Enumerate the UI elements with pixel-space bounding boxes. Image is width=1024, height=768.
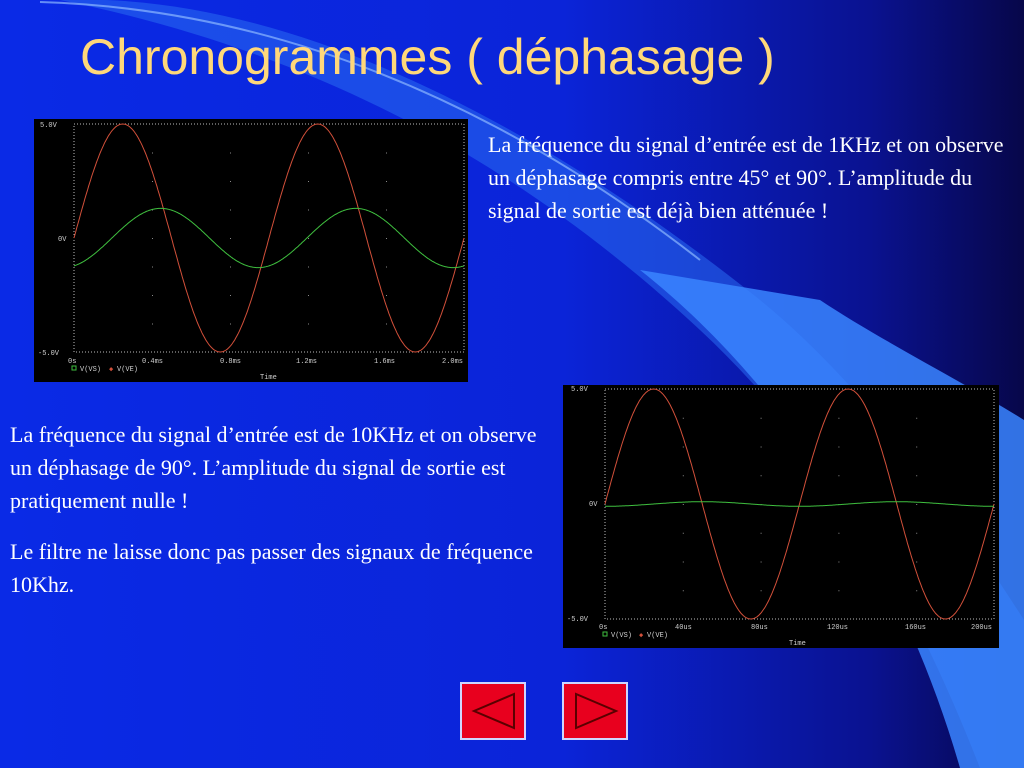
grid-dot (916, 447, 917, 448)
grid-dot (761, 475, 762, 476)
grid-dot (308, 324, 309, 325)
grid-dot (916, 418, 917, 419)
legend-marker-ve: ◆ (109, 366, 114, 374)
previous-slide-button[interactable] (460, 682, 526, 740)
grid-dot (230, 153, 231, 154)
legend-marker-vs (603, 632, 607, 636)
grid-dot (152, 153, 153, 154)
grid-dot (838, 447, 839, 448)
y-tick-label: 0V (589, 501, 598, 509)
description-1khz (488, 128, 1018, 227)
x-tick-label: 0s (68, 358, 77, 366)
grid-dot (683, 418, 684, 419)
x-tick-label: 80us (751, 624, 768, 632)
grid-dot (230, 267, 231, 268)
grid-dot (308, 181, 309, 182)
trace-ve-line (605, 389, 994, 619)
slide-title: Chronogrammes ( déphasage ) (80, 29, 775, 85)
grid-dot (683, 590, 684, 591)
grid-dot (916, 475, 917, 476)
x-tick-label: 120us (827, 624, 849, 632)
grid-dot (386, 181, 387, 182)
grid-dot (683, 475, 684, 476)
grid-dot (916, 533, 917, 534)
grid-dot (152, 238, 153, 239)
grid-dot (838, 475, 839, 476)
grid-dot (230, 181, 231, 182)
legend-label-ve: V(VE) (117, 366, 139, 374)
grid-dot (916, 504, 917, 505)
x-tick-label: 2.0ms (442, 358, 464, 366)
grid-dot (230, 324, 231, 325)
grid-dot (230, 295, 231, 296)
grid-dot (761, 562, 762, 563)
x-tick-label: 200us (971, 624, 993, 632)
grid-dot (916, 562, 917, 563)
grid-dot (838, 590, 839, 591)
y-tick-label: -5.0V (38, 350, 60, 358)
scope-plot-1khz (34, 119, 468, 382)
grid-dot (230, 210, 231, 211)
grid-dot (308, 267, 309, 268)
grid-dot (152, 324, 153, 325)
legend-label-vs: V(VS) (611, 632, 633, 640)
grid-dot (916, 590, 917, 591)
legend-marker-ve: ◆ (639, 632, 644, 640)
grid-dot (308, 295, 309, 296)
grid-dot (152, 267, 153, 268)
grid-dot (230, 238, 231, 239)
y-tick-label: 0V (58, 236, 67, 244)
x-tick-label: 1.2ms (296, 358, 318, 366)
grid-dot (683, 562, 684, 563)
y-tick-label: 5.0V (571, 386, 588, 394)
grid-dot (308, 238, 309, 239)
x-tick-label: 0.4ms (142, 358, 164, 366)
trace-ve-line (74, 124, 464, 352)
grid-dot (838, 562, 839, 563)
grid-dot (386, 210, 387, 211)
grid-dot (683, 533, 684, 534)
grid-dot (308, 153, 309, 154)
scope-plot-10khz (563, 385, 999, 648)
x-tick-label: 0.8ms (220, 358, 242, 366)
grid-dot (838, 533, 839, 534)
x-tick-label: 40us (675, 624, 692, 632)
description-10khz (10, 418, 550, 601)
grid-dot (308, 210, 309, 211)
grid-dot (761, 533, 762, 534)
x-tick-label: 160us (905, 624, 927, 632)
grid-dot (683, 504, 684, 505)
y-tick-label: 5.0V (40, 122, 57, 130)
triangle-left-icon (466, 688, 520, 734)
legend-label-vs: V(VS) (80, 366, 102, 374)
y-tick-label: -5.0V (567, 616, 589, 624)
grid-dot (386, 267, 387, 268)
legend-label-ve: V(VE) (647, 632, 669, 640)
x-axis-label: Time (260, 374, 277, 382)
grid-dot (386, 238, 387, 239)
grid-dot (761, 447, 762, 448)
description-1khz-text: La fréquence du signal d’entrée est de 1KHz et on observe un déphasage compris entre 45° et 90°. L’amplitude du signal de sortie est déjà bien atténuée ! (488, 132, 1004, 223)
x-tick-label: 1.6ms (374, 358, 396, 366)
grid-dot (386, 324, 387, 325)
grid-dot (386, 295, 387, 296)
grid-dot (386, 153, 387, 154)
triangle-right-icon (568, 688, 622, 734)
grid-dot (152, 295, 153, 296)
grid-dot (838, 418, 839, 419)
x-axis-label: Time (789, 640, 806, 648)
description-10khz-text: La fréquence du signal d’entrée est de 10KHz et on observe un déphasage de 90°. L’amplitude du signal de sortie est pratiquement nulle ! (10, 422, 537, 513)
legend-marker-vs (72, 366, 76, 370)
grid-dot (683, 447, 684, 448)
next-slide-button[interactable] (562, 682, 628, 740)
grid-dot (761, 590, 762, 591)
x-tick-label: 0s (599, 624, 608, 632)
conclusion-text: Le filtre ne laisse donc pas passer des signaux de fréquence 10Khz. (10, 539, 533, 597)
grid-dot (152, 181, 153, 182)
grid-dot (761, 418, 762, 419)
